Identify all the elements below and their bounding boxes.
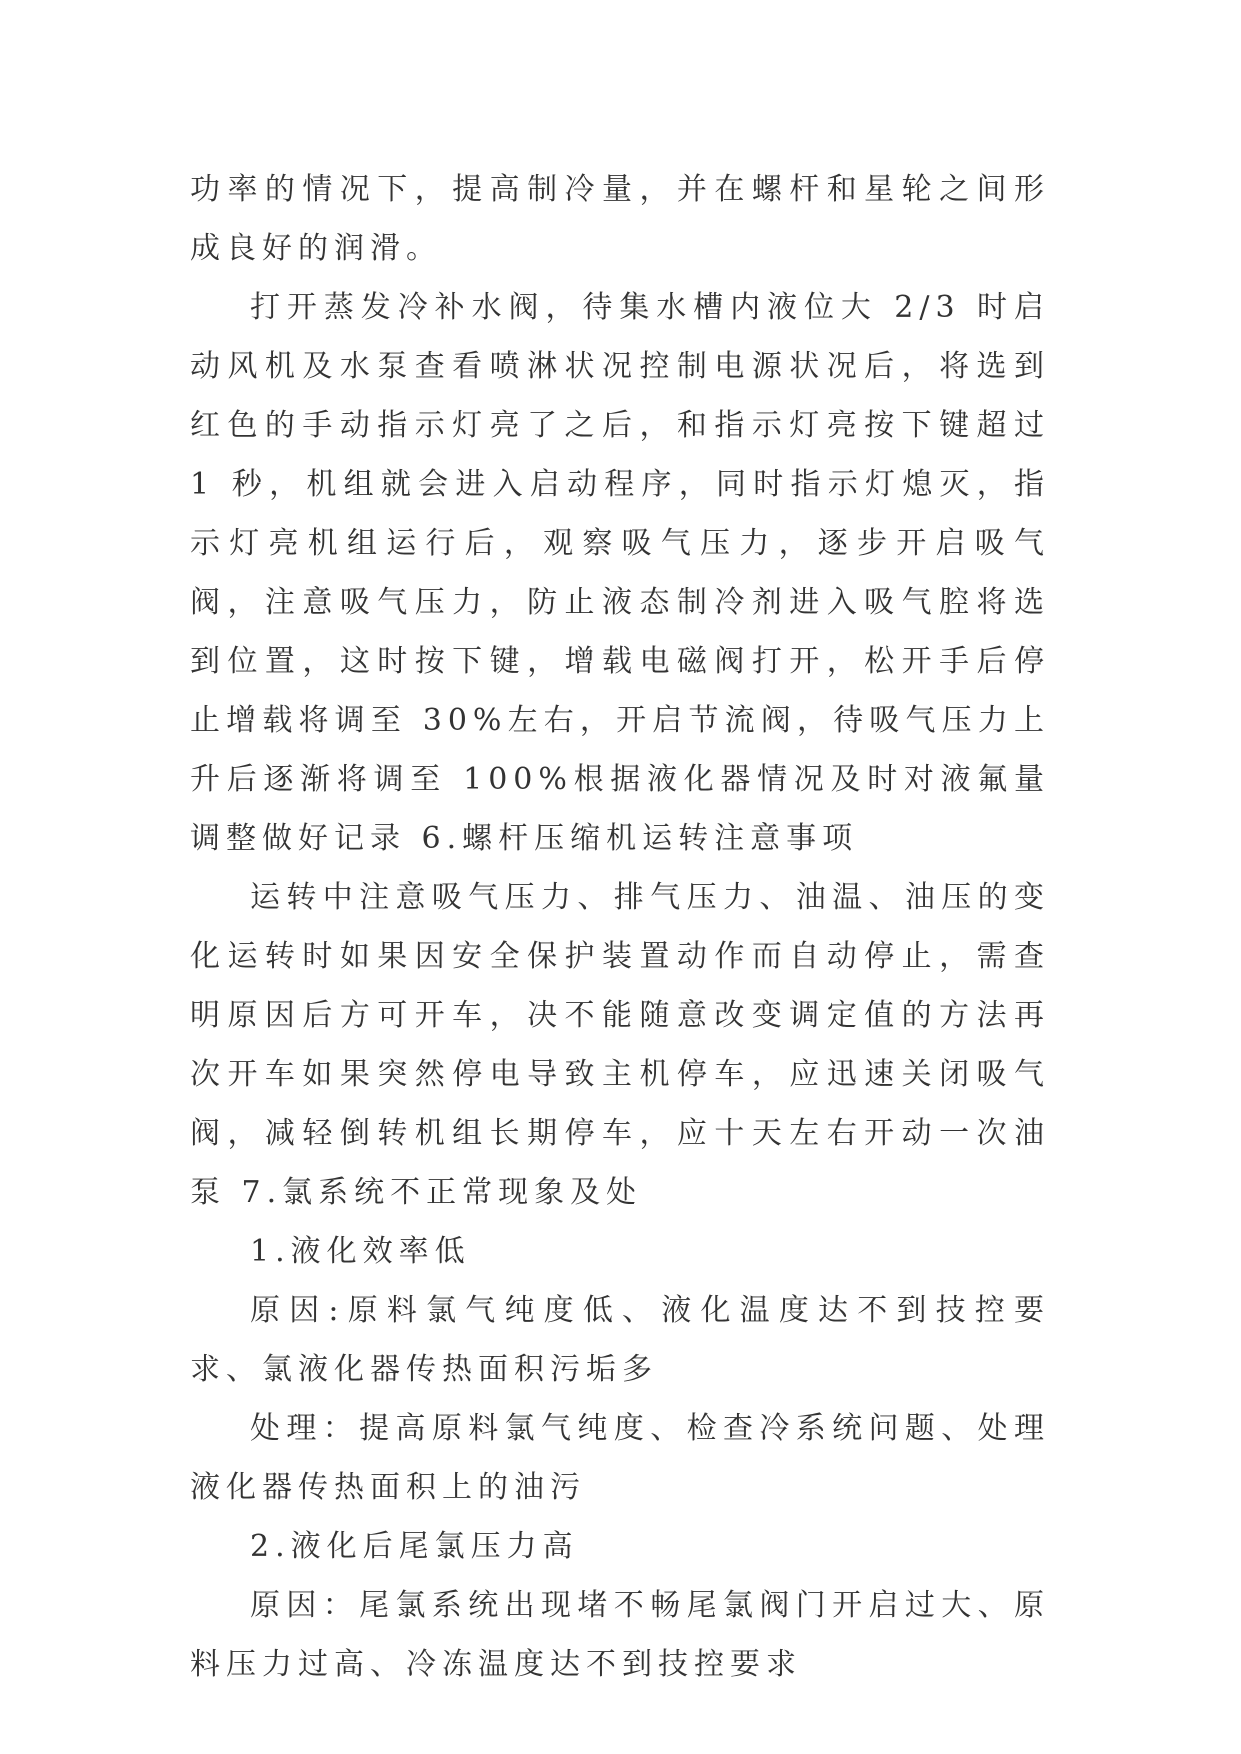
paragraph-8: 原因：尾氯系统出现堵不畅尾氯阀门开启过大、原料压力过高、冷冻温度达不到技控要求: [190, 1588, 1050, 1682]
paragraph-4: 1.液化效率低: [250, 1234, 471, 1269]
paragraph-2: 打开蒸发冷补水阀，待集水槽内液位大 2/3 时启动风机及水泵查看喷淋状况控制电源状况后，将选到红色的手动指示灯亮了之后，和指示灯亮按下键超过 1 秒，机组就会进入启动程序，同时指示灯熄灭，指示灯亮机组运行后，观察吸气压力，逐步开启吸气阀，注意吸气压力，防止液态制冷剂进入吸气腔将选到位置，这时按下键，增载电磁阀打开，松开手后停止增载将调至 30%左右，开启节流阀，待吸气压力上升后逐渐将调至 100%根据液化器情况及时对液氟量调整做好记录 6.螺杆压缩机运转注意事项: [190, 290, 1050, 856]
document-body: [190, 160, 1050, 1694]
paragraph-5: 原因:原料氯气纯度低、液化温度达不到技控要求、氯液化器传热面积污垢多: [190, 1293, 1050, 1387]
paragraph-6: 处理：提高原料氯气纯度、检查冷系统问题、处理液化器传热面积上的油污: [190, 1411, 1050, 1505]
paragraph-3: 运转中注意吸气压力、排气压力、油温、油压的变化运转时如果因安全保护装置动作而自动停止，需查明原因后方可开车，决不能随意改变调定值的方法再次开车如果突然停电导致主机停车，应迅速关闭吸气阀，减轻倒转机组长期停车，应十天左右开动一次油泵 7.氯系统不正常现象及处: [190, 880, 1050, 1210]
paragraph-1: 功率的情况下，提高制冷量，并在螺杆和星轮之间形成良好的润滑。: [190, 172, 1050, 266]
paragraph-7: 2.液化后尾氯压力高: [250, 1529, 579, 1564]
